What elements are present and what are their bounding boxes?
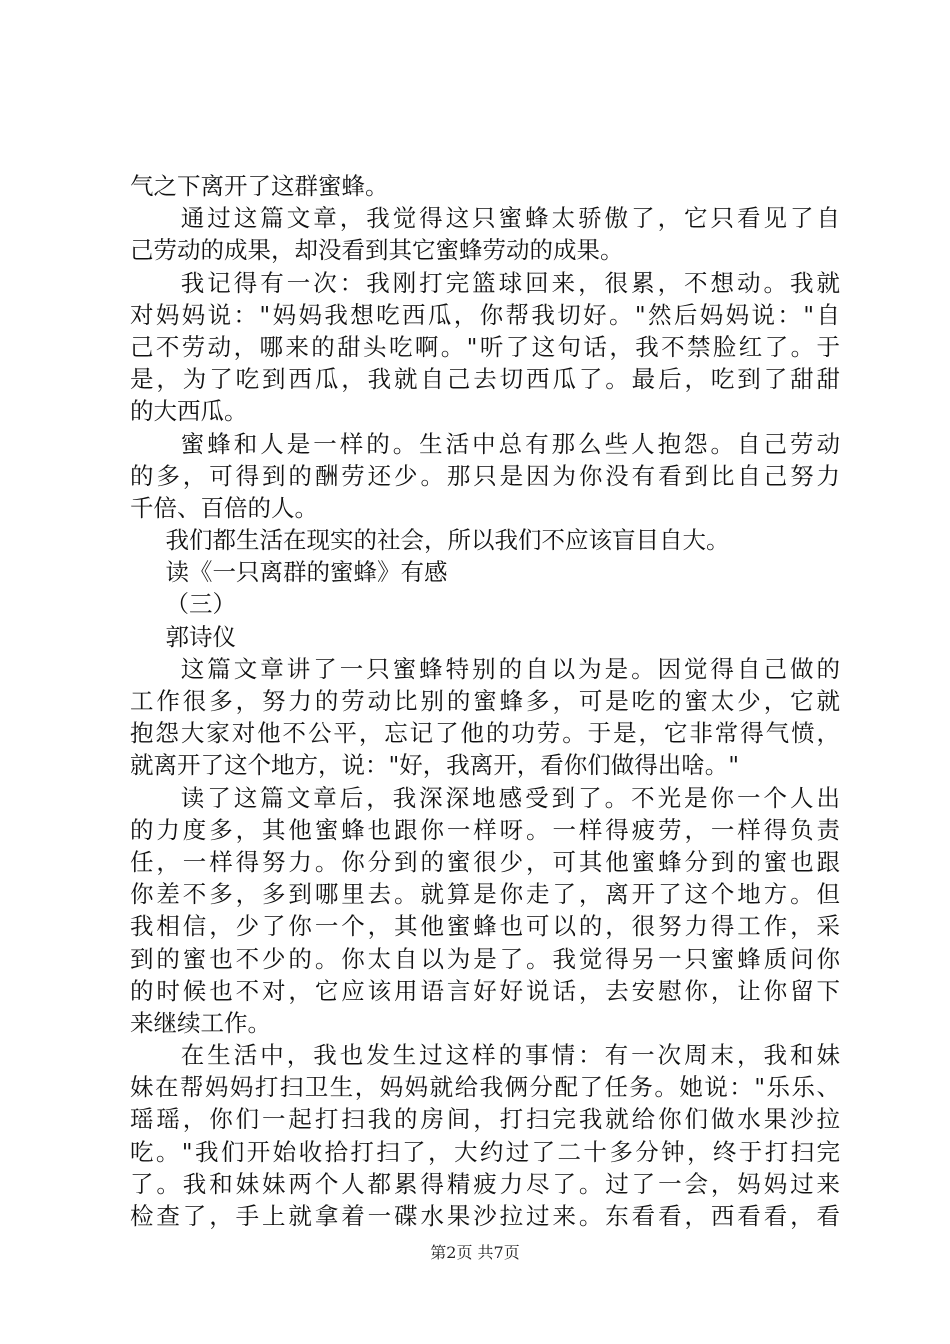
text-line: 的多，可得到的酬劳还少。那只是因为你没有看到比自己努力 [130, 461, 840, 490]
text-line: 我记得有一次：我刚打完篮球回来，很累，不想动。我就 [180, 268, 840, 297]
body-text [130, 170, 840, 1232]
page-footer: 第2页 共7页 [430, 1243, 520, 1262]
text-line: 是，为了吃到西瓜，我就自己去切西瓜了。最后，吃到了甜甜 [130, 365, 840, 394]
text-line: 的力度多，其他蜜蜂也跟你一样呀。一样得疲劳，一样得负责 [130, 815, 840, 844]
text-line: 任，一样得努力。你分到的蜜很少，可其他蜜蜂分到的蜜也跟 [130, 847, 840, 876]
text-line: 到的蜜也不少的。你太自以为是了。我觉得另一只蜜蜂质问你 [130, 944, 840, 973]
text-line: 你差不多，多到哪里去。就算是你走了，离开了这个地方。但 [130, 880, 840, 909]
text-line: 瑶瑶，你们一起打扫我的房间，打扫完我就给你们做水果沙拉 [130, 1105, 840, 1134]
text-line: 的大西瓜。 [130, 397, 248, 426]
text-line: 蜜蜂和人是一样的。生活中总有那么些人抱怨。自己劳动 [180, 429, 840, 458]
text-line: 气之下离开了这群蜜蜂。 [130, 172, 389, 200]
text-line: 对妈妈说："妈妈我想吃西瓜，你帮我切好。"然后妈妈说："自 [130, 300, 840, 329]
text-line: 读《一只离群的蜜蜂》有感 [165, 558, 448, 587]
text-line: 读了这篇文章后，我深深地感受到了。不光是你一个人出 [180, 783, 840, 812]
text-line: 己不劳动，哪来的甜头吃啊。"听了这句话，我不禁脸红了。于 [130, 332, 840, 361]
text-line: 检查了，手上就拿着一碟水果沙拉过来。东看看，西看看，看 [130, 1202, 840, 1230]
text-line: 在生活中，我也发生过这样的事情：有一次周末，我和妹 [180, 1041, 840, 1070]
text-line: 妹在帮妈妈打扫卫生，妈妈就给我俩分配了任务。她说："乐乐、 [130, 1073, 840, 1102]
text-line: 来继续工作。 [130, 1008, 271, 1037]
text-line: 郭诗仪 [165, 622, 237, 651]
text-line: 己劳动的成果，却没看到其它蜜蜂劳动的成果。 [130, 236, 624, 265]
text-line: 通过这篇文章，我觉得这只蜜蜂太骄傲了，它只看见了自 [180, 204, 840, 233]
text-line: 抱怨大家对他不公平，忘记了他的功劳。于是，它非常得气愤， [130, 719, 840, 748]
text-line: 就离开了这个地方，说："好，我离开，看你们做得出啥。" [130, 751, 740, 780]
text-line: 的时候也不对，它应该用语言好好说话，去安慰你，让你留下 [130, 976, 840, 1005]
text-line: 千倍、百倍的人。 [130, 493, 318, 522]
text-line: 了。我和妹妹两个人都累得精疲力尽了。过了一会，妈妈过来 [130, 1169, 840, 1198]
text-line: 吃。"我们开始收拾打扫了，大约过了二十多分钟，终于打扫完 [130, 1137, 840, 1166]
text-line: 工作很多，努力的劳动比别的蜜蜂多，可是吃的蜜太少，它就 [130, 687, 840, 715]
text-line: 我们都生活在现实的社会，所以我们不应该盲目自大。 [165, 526, 730, 555]
text-line: 这篇文章讲了一只蜜蜂特别的自以为是。因觉得自己做的 [180, 654, 840, 683]
text-line: （三） [165, 590, 237, 619]
text-line: 我相信，少了你一个，其他蜜蜂也可以的，很努力得工作，采 [130, 912, 840, 941]
